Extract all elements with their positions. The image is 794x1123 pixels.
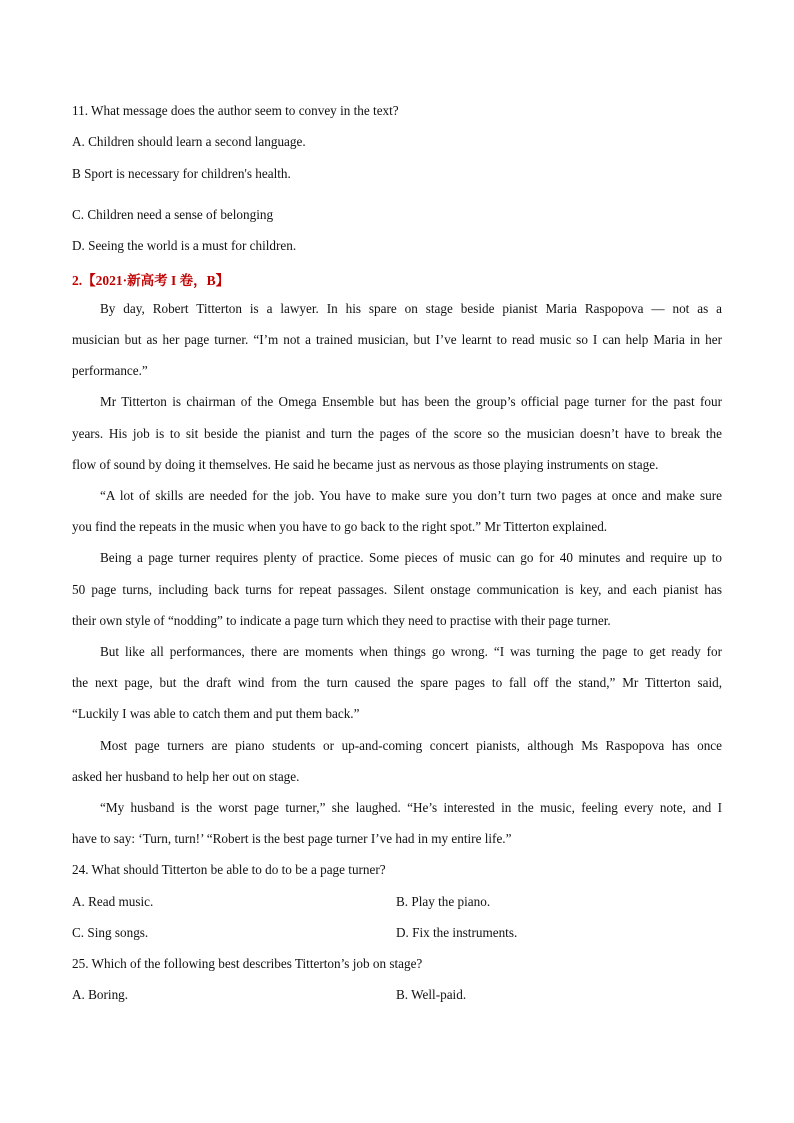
- question-25-option-b: B. Well-paid.: [396, 987, 467, 1002]
- passage-line: asked her husband to help her out on stage.: [72, 769, 300, 784]
- passage-line: their own style of “nodding” to indicate a page turn which they need to practise with their page turner.: [72, 613, 611, 628]
- passage-line: Mr Titterton is chairman of the Omega Ensemble but has been the group’s official page turner for the past four: [100, 394, 722, 409]
- passage-line: “A lot of skills are needed for the job. You have to make sure you don’t turn two pages at once and make sure: [100, 488, 722, 503]
- passage-line: 50 page turns, including back turns for repeat passages. Silent onstage communication is key, and each pianist has: [72, 582, 722, 597]
- passage-line: flow of sound by doing it themselves. He said he became just as nervous as those playing instruments on stage.: [72, 457, 659, 472]
- passage-line: the next page, but the draft wind from the turn caused the spare pages to fall off the stand,” Mr Titterton said,: [72, 675, 722, 690]
- passage-line: you find the repeats in the music when you have to go back to the right spot.” Mr Titterton explained.: [72, 519, 608, 534]
- passage-line: performance.”: [72, 363, 148, 378]
- passage-line: “My husband is the worst page turner,” she laughed. “He’s interested in the music, feeling every note, and I: [100, 800, 722, 815]
- question-24-stem: 24. What should Titterton be able to do to be a page turner?: [72, 862, 386, 877]
- question-11-option-a: A. Children should learn a second language.: [72, 134, 306, 149]
- passage-line: years. His job is to sit beside the pianist and turn the pages of the score so the musician doesn’t have to break the: [72, 426, 722, 441]
- question-11-option-b: B Sport is necessary for children's health.: [72, 166, 291, 181]
- question-11-option-d: D. Seeing the world is a must for children.: [72, 238, 297, 253]
- passage-line: Being a page turner requires plenty of practice. Some pieces of music can go for 40 minutes and require up to: [100, 550, 722, 565]
- passage-line: Most page turners are piano students or up-and-coming concert pianists, although Ms Raspopova has once: [100, 738, 722, 753]
- passage-line: But like all performances, there are moments when things go wrong. “I was turning the page to get ready for: [100, 644, 722, 659]
- question-25-stem: 25. Which of the following best describes Titterton’s job on stage?: [72, 956, 423, 971]
- question-11-option-c: C. Children need a sense of belonging: [72, 207, 274, 222]
- question-11-stem: 11. What message does the author seem to convey in the text?: [72, 103, 399, 118]
- question-24-option-d: D. Fix the instruments.: [396, 925, 518, 940]
- passage-line: have to say: ‘Turn, turn!’ “Robert is the best page turner I’ve had in my entire life.”: [72, 831, 512, 846]
- question-24-option-c: C. Sing songs.: [72, 925, 149, 940]
- passage-line: By day, Robert Titterton is a lawyer. In his spare on stage beside pianist Maria Raspopova — not as a: [100, 301, 722, 316]
- passage-line: musician but as her page turner. “I’m not a trained musician, but I’ve learnt to read music so I can help Maria in her: [72, 332, 722, 347]
- passage-line: “Luckily I was able to catch them and put them back.”: [72, 706, 360, 721]
- section-heading: 2.【2021·新高考 I 卷，B】: [72, 273, 230, 288]
- question-25-option-a: A. Boring.: [72, 987, 129, 1002]
- question-24-option-a: A. Read music.: [72, 894, 154, 909]
- question-24-option-b: B. Play the piano.: [396, 894, 491, 909]
